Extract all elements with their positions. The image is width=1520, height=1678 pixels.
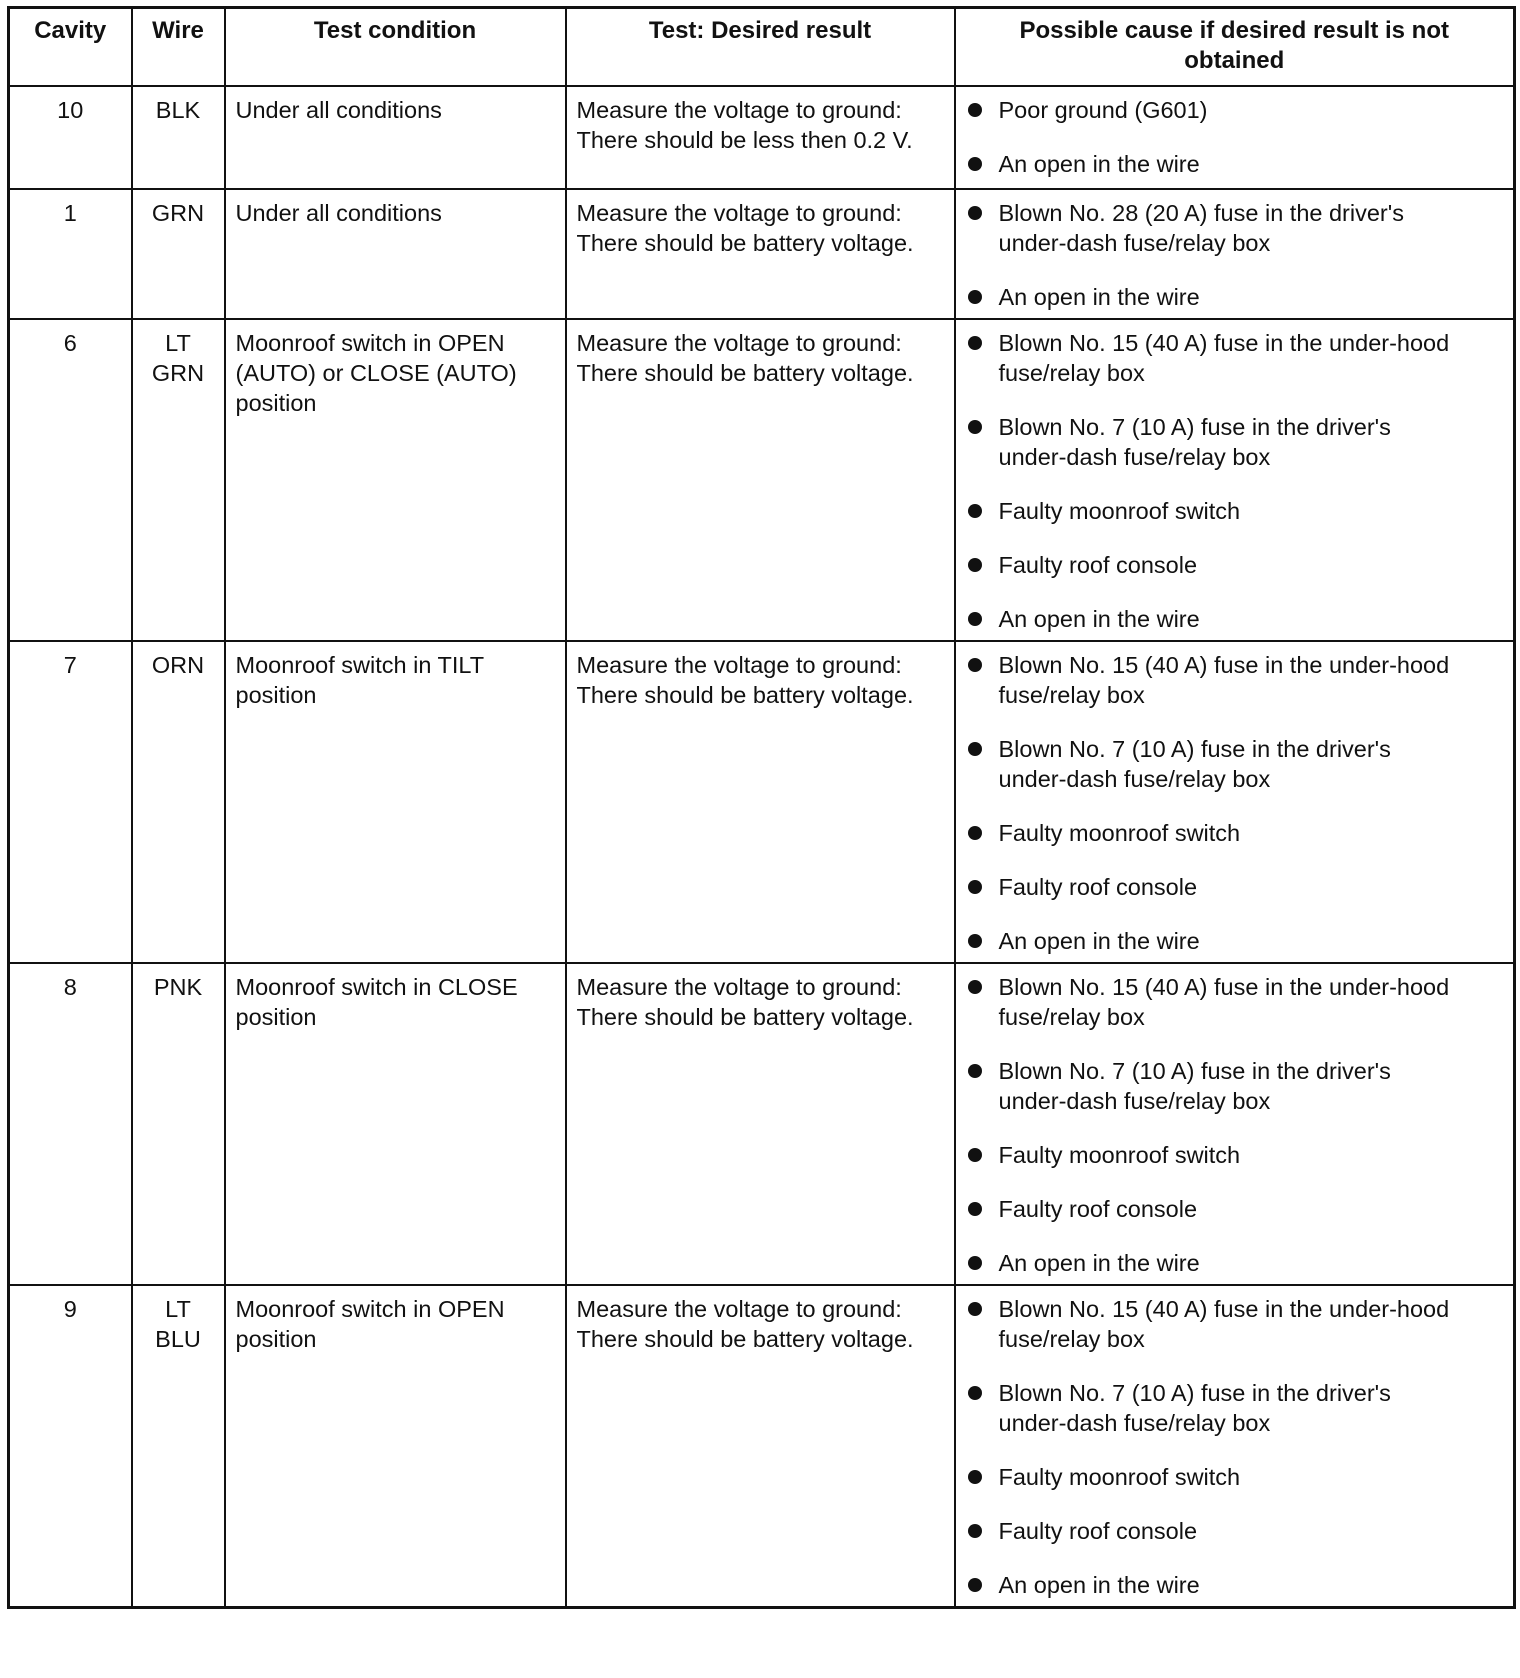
cause-text-line: Blown No. 15 (40 A) fuse in the under-hood [998, 974, 1450, 1000]
bullet-icon [968, 1256, 982, 1270]
condition-line: Under all conditions [235, 97, 442, 123]
cause-list [966, 1294, 1504, 1600]
cavity-cell: 6 [9, 319, 132, 641]
condition-line: position [235, 390, 317, 416]
cause-text-line: Blown No. 15 (40 A) fuse in the under-hood [998, 330, 1450, 356]
wire-cell [132, 319, 225, 641]
bullet-icon [968, 826, 982, 840]
test-condition-cell [225, 641, 566, 963]
bullet-icon [968, 1386, 982, 1400]
result-line: There should be battery voltage. [576, 1326, 914, 1352]
cause-text-line: Faulty moonroof switch [998, 498, 1241, 524]
bullet-icon [968, 742, 982, 756]
possible-cause-cell [955, 963, 1515, 1285]
result-line: There should be battery voltage. [576, 230, 914, 256]
bullet-icon [968, 206, 982, 220]
cause-item [966, 926, 1504, 956]
wire-color-line: LT [165, 330, 191, 356]
wire-color-line: GRN [151, 360, 205, 386]
bullet-icon [968, 1524, 982, 1538]
condition-line: Moonroof switch in TILT [235, 652, 485, 678]
bullet-icon [968, 980, 982, 994]
cause-text-line: An open in the wire [998, 928, 1200, 954]
wire-cell [132, 641, 225, 963]
cause-item [966, 1140, 1504, 1170]
result-line: Measure the voltage to ground: [576, 652, 902, 678]
cause-item [966, 1294, 1504, 1354]
cause-item [966, 734, 1504, 794]
table-row [9, 641, 1515, 963]
cause-text-line: Blown No. 15 (40 A) fuse in the under-hood [998, 1296, 1450, 1322]
result-line: Measure the voltage to ground: [576, 330, 902, 356]
bullet-icon [968, 103, 982, 117]
cause-text-line: An open in the wire [998, 1572, 1200, 1598]
header-row [9, 8, 1515, 87]
cause-text-line: Faulty roof console [998, 1518, 1198, 1544]
cause-text-line: under-dash fuse/relay box [998, 230, 1271, 256]
cause-item [966, 1194, 1504, 1224]
cause-text-line: Faulty roof console [998, 552, 1198, 578]
cause-list [966, 198, 1504, 312]
header-cavity: Cavity [9, 8, 132, 87]
bullet-icon [968, 420, 982, 434]
condition-line: Under all conditions [235, 200, 442, 226]
bullet-icon [968, 1148, 982, 1162]
troubleshooting-table [7, 6, 1516, 1609]
cause-item [966, 872, 1504, 902]
condition-line: Moonroof switch in OPEN [235, 330, 505, 356]
cause-list [966, 972, 1504, 1278]
header-cause-line: obtained [1184, 47, 1285, 74]
cause-list [966, 650, 1504, 956]
bullet-icon [968, 558, 982, 572]
cause-text-line: Blown No. 28 (20 A) fuse in the driver's [998, 200, 1404, 226]
table-row [9, 963, 1515, 1285]
cause-list [966, 95, 1504, 179]
header-desired-result: Test: Desired result [566, 8, 955, 87]
cause-text-line: Blown No. 15 (40 A) fuse in the under-hood [998, 652, 1450, 678]
bullet-icon [968, 336, 982, 350]
header-cause-line: Possible cause if desired result is not [1019, 17, 1449, 44]
cause-item [966, 1516, 1504, 1546]
cause-text-line: Faulty moonroof switch [998, 1464, 1241, 1490]
test-condition-cell [225, 319, 566, 641]
bullet-icon [968, 612, 982, 626]
desired-result-cell [566, 189, 955, 319]
cause-item [966, 818, 1504, 848]
cause-text-line: fuse/relay box [998, 1004, 1145, 1030]
wire-color-line: BLU [155, 1326, 201, 1352]
possible-cause-cell [955, 641, 1515, 963]
cause-text-line: An open in the wire [998, 151, 1200, 177]
cavity-cell: 9 [9, 1285, 132, 1608]
test-condition-cell [225, 1285, 566, 1608]
cause-text-line: Blown No. 7 (10 A) fuse in the driver's [998, 414, 1391, 440]
result-line: Measure the voltage to ground: [576, 974, 902, 1000]
cause-item [966, 550, 1504, 580]
cause-item [966, 95, 1504, 125]
bullet-icon [968, 1578, 982, 1592]
cause-item [966, 328, 1504, 388]
wire-cell [132, 86, 225, 189]
cause-item [966, 972, 1504, 1032]
bullet-icon [968, 1064, 982, 1078]
cause-item [966, 604, 1504, 634]
result-line: Measure the voltage to ground: [576, 200, 902, 226]
header-wire: Wire [132, 8, 225, 87]
cause-item [966, 496, 1504, 526]
bullet-icon [968, 1202, 982, 1216]
desired-result-cell [566, 1285, 955, 1608]
cause-item [966, 1378, 1504, 1438]
cause-text-line: An open in the wire [998, 1250, 1200, 1276]
wire-color-line: LT [165, 1296, 191, 1322]
possible-cause-cell [955, 86, 1515, 189]
wire-color-line: PNK [153, 974, 203, 1000]
possible-cause-cell [955, 189, 1515, 319]
cavity-cell: 7 [9, 641, 132, 963]
table-row [9, 1285, 1515, 1608]
condition-line: (AUTO) or CLOSE (AUTO) [235, 360, 517, 386]
possible-cause-cell [955, 1285, 1515, 1608]
cause-text-line: under-dash fuse/relay box [998, 1088, 1271, 1114]
bullet-icon [968, 934, 982, 948]
cause-item [966, 1462, 1504, 1492]
bullet-icon [968, 1302, 982, 1316]
bullet-icon [968, 504, 982, 518]
cause-text-line: fuse/relay box [998, 682, 1145, 708]
wire-color-line: ORN [151, 652, 205, 678]
cause-text-line: Blown No. 7 (10 A) fuse in the driver's [998, 1058, 1391, 1084]
cause-item [966, 650, 1504, 710]
condition-line: position [235, 1004, 317, 1030]
cause-item [966, 149, 1504, 179]
cavity-cell: 1 [9, 189, 132, 319]
result-line: Measure the voltage to ground: [576, 97, 902, 123]
wire-cell [132, 963, 225, 1285]
wire-color-line: BLK [155, 97, 201, 123]
desired-result-cell [566, 963, 955, 1285]
result-line: There should be battery voltage. [576, 682, 914, 708]
result-line: There should be battery voltage. [576, 360, 914, 386]
header-test-condition: Test condition [225, 8, 566, 87]
cause-item [966, 412, 1504, 472]
cause-item [966, 1056, 1504, 1116]
table-row [9, 189, 1515, 319]
cause-text-line: under-dash fuse/relay box [998, 444, 1271, 470]
condition-line: position [235, 682, 317, 708]
bullet-icon [968, 290, 982, 304]
cause-text-line: An open in the wire [998, 606, 1200, 632]
cause-text-line: An open in the wire [998, 284, 1200, 310]
condition-line: Moonroof switch in CLOSE [235, 974, 518, 1000]
cause-text-line: Faulty roof console [998, 874, 1198, 900]
bullet-icon [968, 658, 982, 672]
wire-color-line: GRN [151, 200, 205, 226]
test-condition-cell [225, 189, 566, 319]
cause-text-line: under-dash fuse/relay box [998, 766, 1271, 792]
result-line: There should be less then 0.2 V. [576, 127, 913, 153]
possible-cause-cell [955, 319, 1515, 641]
cause-item [966, 198, 1504, 258]
cause-text-line: Blown No. 7 (10 A) fuse in the driver's [998, 1380, 1391, 1406]
result-line: There should be battery voltage. [576, 1004, 914, 1030]
bullet-icon [968, 157, 982, 171]
cause-text-line: Blown No. 7 (10 A) fuse in the driver's [998, 736, 1391, 762]
condition-line: position [235, 1326, 317, 1352]
cavity-cell: 10 [9, 86, 132, 189]
cause-text-line: fuse/relay box [998, 360, 1145, 386]
table-row [9, 86, 1515, 189]
cause-text-line: under-dash fuse/relay box [998, 1410, 1271, 1436]
desired-result-cell [566, 319, 955, 641]
table-row [9, 319, 1515, 641]
cause-text-line: Faulty moonroof switch [998, 820, 1241, 846]
test-condition-cell [225, 963, 566, 1285]
cause-text-line: fuse/relay box [998, 1326, 1145, 1352]
cavity-cell: 8 [9, 963, 132, 1285]
header-possible-cause [955, 8, 1515, 87]
condition-line: Moonroof switch in OPEN [235, 1296, 505, 1322]
cause-item [966, 1248, 1504, 1278]
bullet-icon [968, 880, 982, 894]
document [7, 6, 1516, 1609]
wire-cell [132, 1285, 225, 1608]
table-body [9, 86, 1515, 1608]
result-line: Measure the voltage to ground: [576, 1296, 902, 1322]
wire-cell [132, 189, 225, 319]
cause-item [966, 282, 1504, 312]
table-header [9, 8, 1515, 87]
cause-list [966, 328, 1504, 634]
bullet-icon [968, 1470, 982, 1484]
cause-text-line: Faulty moonroof switch [998, 1142, 1241, 1168]
cause-text-line: Faulty roof console [998, 1196, 1198, 1222]
cause-text-line: Poor ground (G601) [998, 97, 1208, 123]
cause-item [966, 1570, 1504, 1600]
desired-result-cell [566, 86, 955, 189]
desired-result-cell [566, 641, 955, 963]
test-condition-cell [225, 86, 566, 189]
